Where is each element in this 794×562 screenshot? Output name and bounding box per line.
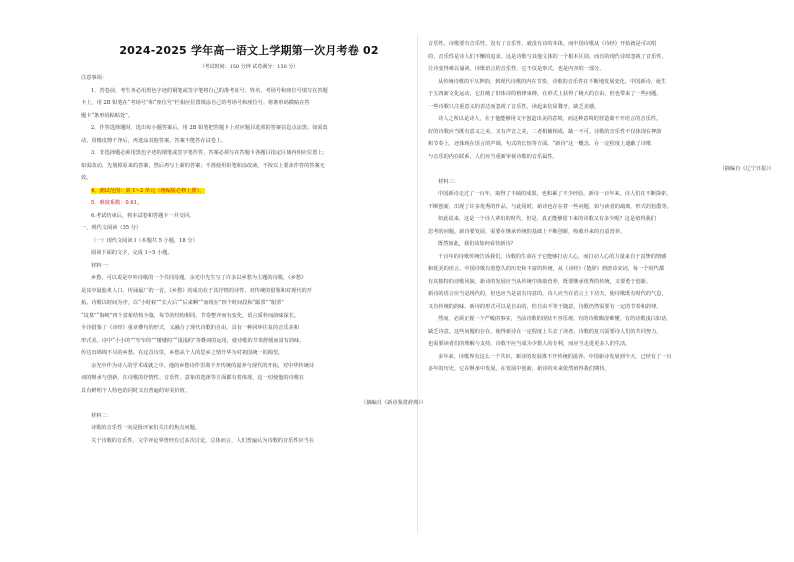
right-line: 也需要读者们的理解与支持。诗歌不应当成为少数人的专利，而应当走进更多人的生活。 [428, 341, 631, 347]
right-line: 缺乏诗意。这些问题的存在，使得新诗在一定程度上失去了读者。诗歌的复兴需要诗人们的共同努力， [428, 328, 662, 335]
notice-3: 3．非选择题必须用黑色字迹的钢笔或签字笔作答，答案必须写在答题卡各题目指定区域内相应位置上； [91, 150, 328, 156]
material-2-source: （摘编自《辽宁日报》） [719, 166, 774, 172]
notice-3c: 效。 [81, 175, 92, 181]
right-line: 和优美的语言。中国诗歌有着悠久的历史和丰富的传统，从《诗经》《楚辞》到唐诗宋词，每一个时代都 [428, 266, 665, 272]
right-column [428, 34, 774, 534]
reading-instruction: 阅读下面的文字，完成 1~5 小题。 [91, 250, 173, 256]
right-line: 音乐性。诗歌要有音乐性，没有了音乐性，就没有诗的本体。而中国诗歌从《诗经》开始就是可以唱 [428, 41, 657, 47]
right-line: 然而，必须正视一个严峻的事实，当前诗歌的现状不容乐观。有的诗歌晦涩难懂，有的诗歌浅白如话， [438, 316, 672, 322]
material-1-line: 拓。诗歌以时间为序，以“小时候”“长大后”“后来啊”“而现在”四个时间段和“邮票”“船票” [81, 300, 285, 306]
test-scope-highlight: 4．测试范围：第 1~2 单元（统编版必修上册）。 [91, 187, 205, 194]
material-1-line: 具有鲜明个人特色的同时又有普遍的审美价值。 [81, 387, 190, 394]
right-line: 于五四新文化运动，它打破了旧体诗的格律束缚，在形式上获得了极大的自由，但也带来了一些问题。 [428, 91, 662, 97]
material-1-line: 词的继承与创新，在诗歌的抒情性、音乐性、意象的选择等方面都有着体现，这一切使他的诗歌在 [81, 375, 305, 381]
notice-3b: 如需改动，先划掉原来的答案，然后再写上新的答案；不准使用铅笔和涂改液。不按以上要求作答的答案无 [81, 162, 325, 169]
right-line: 不断创新，出现了许多优秀的作品。与此同时，新诗也存在着一些问题，如与读者的疏离、形式的松散等。 [428, 203, 672, 210]
right-line: 和节奏上，还体现在语言的声调、句式的长短等方面。“新诗”这一概念，在一定程度上遮蔽了诗歌 [428, 141, 652, 147]
right-line: 中国新诗走过了一百年，取得了丰硕的成果，也积累了不少经验。新诗一百年来，诗人们在不断探索， [438, 191, 672, 197]
material-1-line: 传达出绵绵不尽的乡愁。在这首诗里，乡愁从个人的思乡之情升华为对祖国统一的渴望。 [81, 350, 284, 356]
material-1-para2: 余光中作为诗人的学术成就之中，他的乡愁诗作里离不开传统的滋养与现代的开拓，对中华传统诗 [91, 362, 315, 369]
difficulty-highlight: 5．难度系数：0.61。 [91, 200, 143, 206]
material-2-para: 诗歌的音乐性一向是批评家们关注的焦点问题。 [91, 425, 200, 431]
right-line: 有其独特的诗歌风貌。新诗的发展应当从传统中汲取营养，既要继承优秀的传统，又要勇于创新。 [428, 278, 652, 285]
left-column [81, 34, 426, 534]
right-line: 思考的问题。新诗要发展，需要在继承传统的基础上不断创新，吸收外来的有益营养。 [428, 228, 626, 235]
right-line: 多年来，诗歌界有这么一个共识，新诗的发展离不开传统的滋养。中国新诗发展到今天，已经有了一百 [438, 353, 672, 360]
material-2-para2: 关于诗歌的音乐性，文学评论界曾经有过多次讨论，总体而言，人们普遍认为诗歌的音乐性应当在 [91, 437, 315, 444]
right-line: 让诗变得难以诵读。诗歌语言的音乐性，它不仅是形式，也是内容的一部分。 [428, 66, 605, 72]
notice-title: 注意事项： [81, 75, 107, 81]
notice-5 [81, 197, 426, 210]
notice-6: 6.考试结束后，将本试卷和答题卡一并交回。 [91, 212, 195, 219]
right-line: 千百年的诗歌传统告诉我们，诗歌的生命在于它能够打动人心，而打动人心的力量来自于真挚的情感 [438, 253, 667, 260]
right-line: 新诗的语言应当是现代的，但也应当是富有诗意的。诗人应当在语言上下功夫，使诗歌既有时代的气息， [428, 291, 667, 297]
material-1-source: （摘编自《新诗鉴赏辞典》） [361, 400, 426, 406]
material-1-para: 乡愁，可以说是中外诗歌的一个共同母题。余光中先生写了许多以乡愁为主题的诗歌，《乡愁》 [91, 275, 307, 281]
material-1-line: 形式美。诗中“小小的”“窄窄的”“矮矮的”“浅浅的”等叠词的运用，使诗歌的节奏舒缓而富有韵味， [81, 337, 305, 344]
material-1-line: “坟墓”“海峡”四个意象结构全篇，每节的结构相同，节奏整齐而有变化，语言质朴而韵味深长。 [81, 312, 300, 319]
notice-4 [81, 185, 426, 198]
right-line: 既然如此，我们该如何看待新诗？ [438, 241, 516, 247]
notice-1c: 题卡“条形码粘贴处”。 [81, 112, 133, 119]
right-line: 如此说来，这是一个诗人辈出的时代。但是，真正能够留下来的诗歌又有多少呢？这是值得我们 [438, 216, 656, 222]
right-line: 又有传统的韵味。新诗的形式可以是自由的，但自由不等于随意，诗歌仍然需要有一定的节奏和韵律。 [428, 303, 662, 310]
material-1-line: 全诗借鉴了《诗经》重章叠句的形式，又融合了现代诗歌的自由，具有一种回环往复的音乐美和 [81, 325, 299, 331]
notice-2b: 动，用橡皮擦干净后，再选涂其他答案。答案不能答在试卷上。 [81, 137, 227, 144]
right-line: 的，音乐性是诗人们不懈的追求。这是诗歌与其他文体的一个根本区别。而有的现代诗却忽视了音乐性， [428, 53, 667, 60]
page-title: 2024-2025 学年高一语文上学期第一次月考卷 02 [119, 44, 379, 57]
right-line: 好的诗歌应当既有意义之美，又有声音之美，二者相辅相成，缺一不可。诗歌的音乐性不仅体现在押韵 [428, 128, 662, 135]
right-line: 诗人之所以是诗人，在于他能够用文字创造出美的意境，而这种意境的营造离不开语言的音乐性。 [438, 116, 662, 122]
exam-meta: （考试时间：150 分钟 试卷满分：150 分） [199, 64, 299, 70]
right-line: 从传统诗歌的平仄押韵，到现代诗歌的内在节奏，诗歌的音乐性在不断地发展变化。中国新诗，诞生 [438, 78, 667, 85]
material-1-label: 材料一： [91, 262, 112, 269]
material-2-label: 材料二： [91, 412, 112, 419]
right-line: 多年的历史，它在继承中发展，在发展中创新，新诗的未来依然值得我们期待。 [428, 366, 610, 372]
section-1a-heading: （一）现代文阅读 I（本题共 5 小题，18 分） [91, 237, 198, 244]
material-1-line: 是其中最脍炙人口、传诵最广的一首。《乡愁》的成功在于其抒情的诗性、对传统的借鉴和对现代的开 [81, 287, 312, 294]
right-line: 一些诗歌只注重意义的表达而忽视了音乐性，读起来佶屈聱牙，缺乏美感。 [428, 103, 600, 110]
right-line: 与音乐的内在联系，人们应当重新审视诗歌的音乐属性。 [428, 153, 558, 160]
notice-1b: 卡上，用 2B 铅笔在“考场号”和“座位号”栏相应位置填涂自己的考场号和座位号。将条形码横贴在答 [81, 100, 310, 106]
material-3-label: 材料三： [438, 178, 459, 185]
section-1-heading: 一、现代文阅读（35 分） [81, 225, 142, 231]
notice-2: 2．作答选择题时，选出每小题答案后，用 2B 铅笔把答题卡上对应题目选项的答案信息点涂黑；如需改 [91, 125, 328, 131]
notice-1: 1．答卷前，考生务必用黑色字迹的钢笔或签字笔将自己的准考证号、姓名、考场号和座位号填写在答题 [91, 87, 328, 94]
